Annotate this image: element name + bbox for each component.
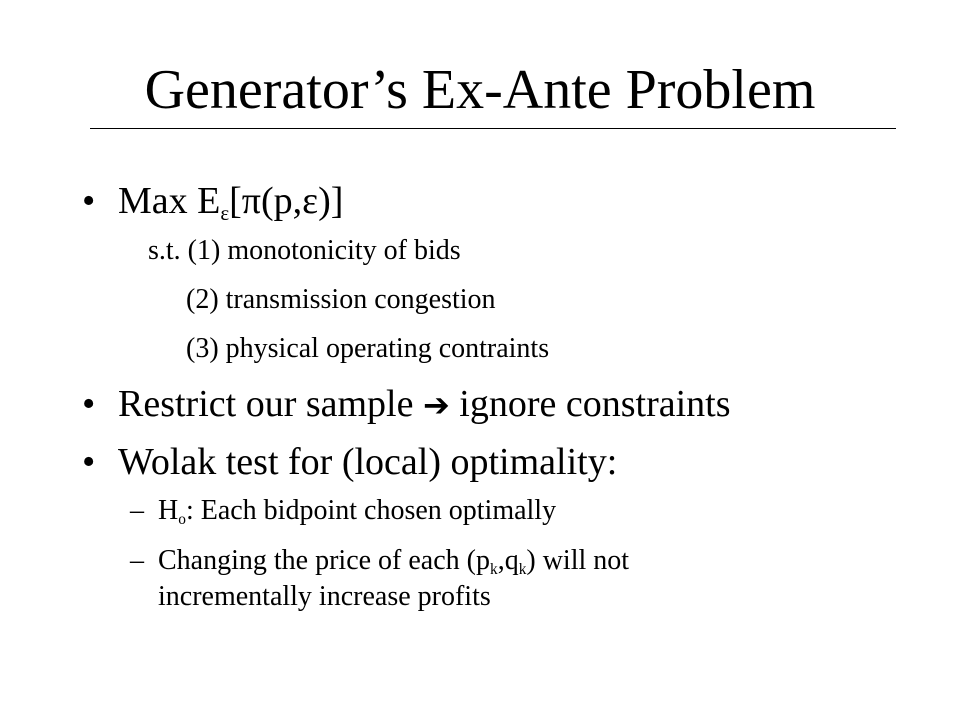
- bullet-marker: •: [82, 180, 96, 222]
- restrict-text-after: ignore constraints: [449, 383, 731, 425]
- hypothesis-h: H: [158, 495, 179, 526]
- sub-bullet-price-change: [158, 544, 629, 582]
- title-divider: [90, 128, 896, 129]
- sub-bullet-dash: –: [130, 545, 144, 576]
- bullet-marker: •: [82, 383, 96, 425]
- restrict-text-before: Restrict our sample: [118, 383, 423, 425]
- bullet-marker: •: [82, 441, 96, 483]
- sub-bullet-price-change-continued: incrementally increase profits: [158, 581, 491, 612]
- bullet-max-objective: [118, 179, 343, 228]
- hypothesis-subscript: o: [178, 511, 186, 529]
- price-text-a: Changing the price of each (p: [158, 545, 490, 576]
- right-arrow-icon: ➔: [422, 386, 450, 424]
- constraint-line-3: (3) physical operating contraints: [186, 333, 550, 364]
- price-subscript-1: k: [489, 561, 498, 579]
- sub-bullet-dash: –: [130, 495, 144, 526]
- max-subscript: ε: [220, 201, 230, 226]
- bullet-restrict-sample: [118, 382, 731, 427]
- max-prefix: Max E: [118, 180, 221, 222]
- max-suffix: [π(p,ε)]: [229, 180, 344, 222]
- hypothesis-text: : Each bidpoint chosen optimally: [185, 495, 557, 526]
- price-text-b: ,q: [497, 545, 519, 576]
- slide-title: Generator’s Ex-Ante Problem: [144, 59, 816, 121]
- price-subscript-2: k: [518, 561, 527, 579]
- price-text-c: ) will not: [526, 545, 630, 576]
- sub-bullet-hypothesis: [158, 494, 556, 532]
- constraint-line-1: s.t. (1) monotonicity of bids: [148, 235, 461, 266]
- bullet-wolak-test: Wolak test for (local) optimality:: [118, 441, 618, 483]
- constraint-line-2: (2) transmission congestion: [186, 284, 496, 315]
